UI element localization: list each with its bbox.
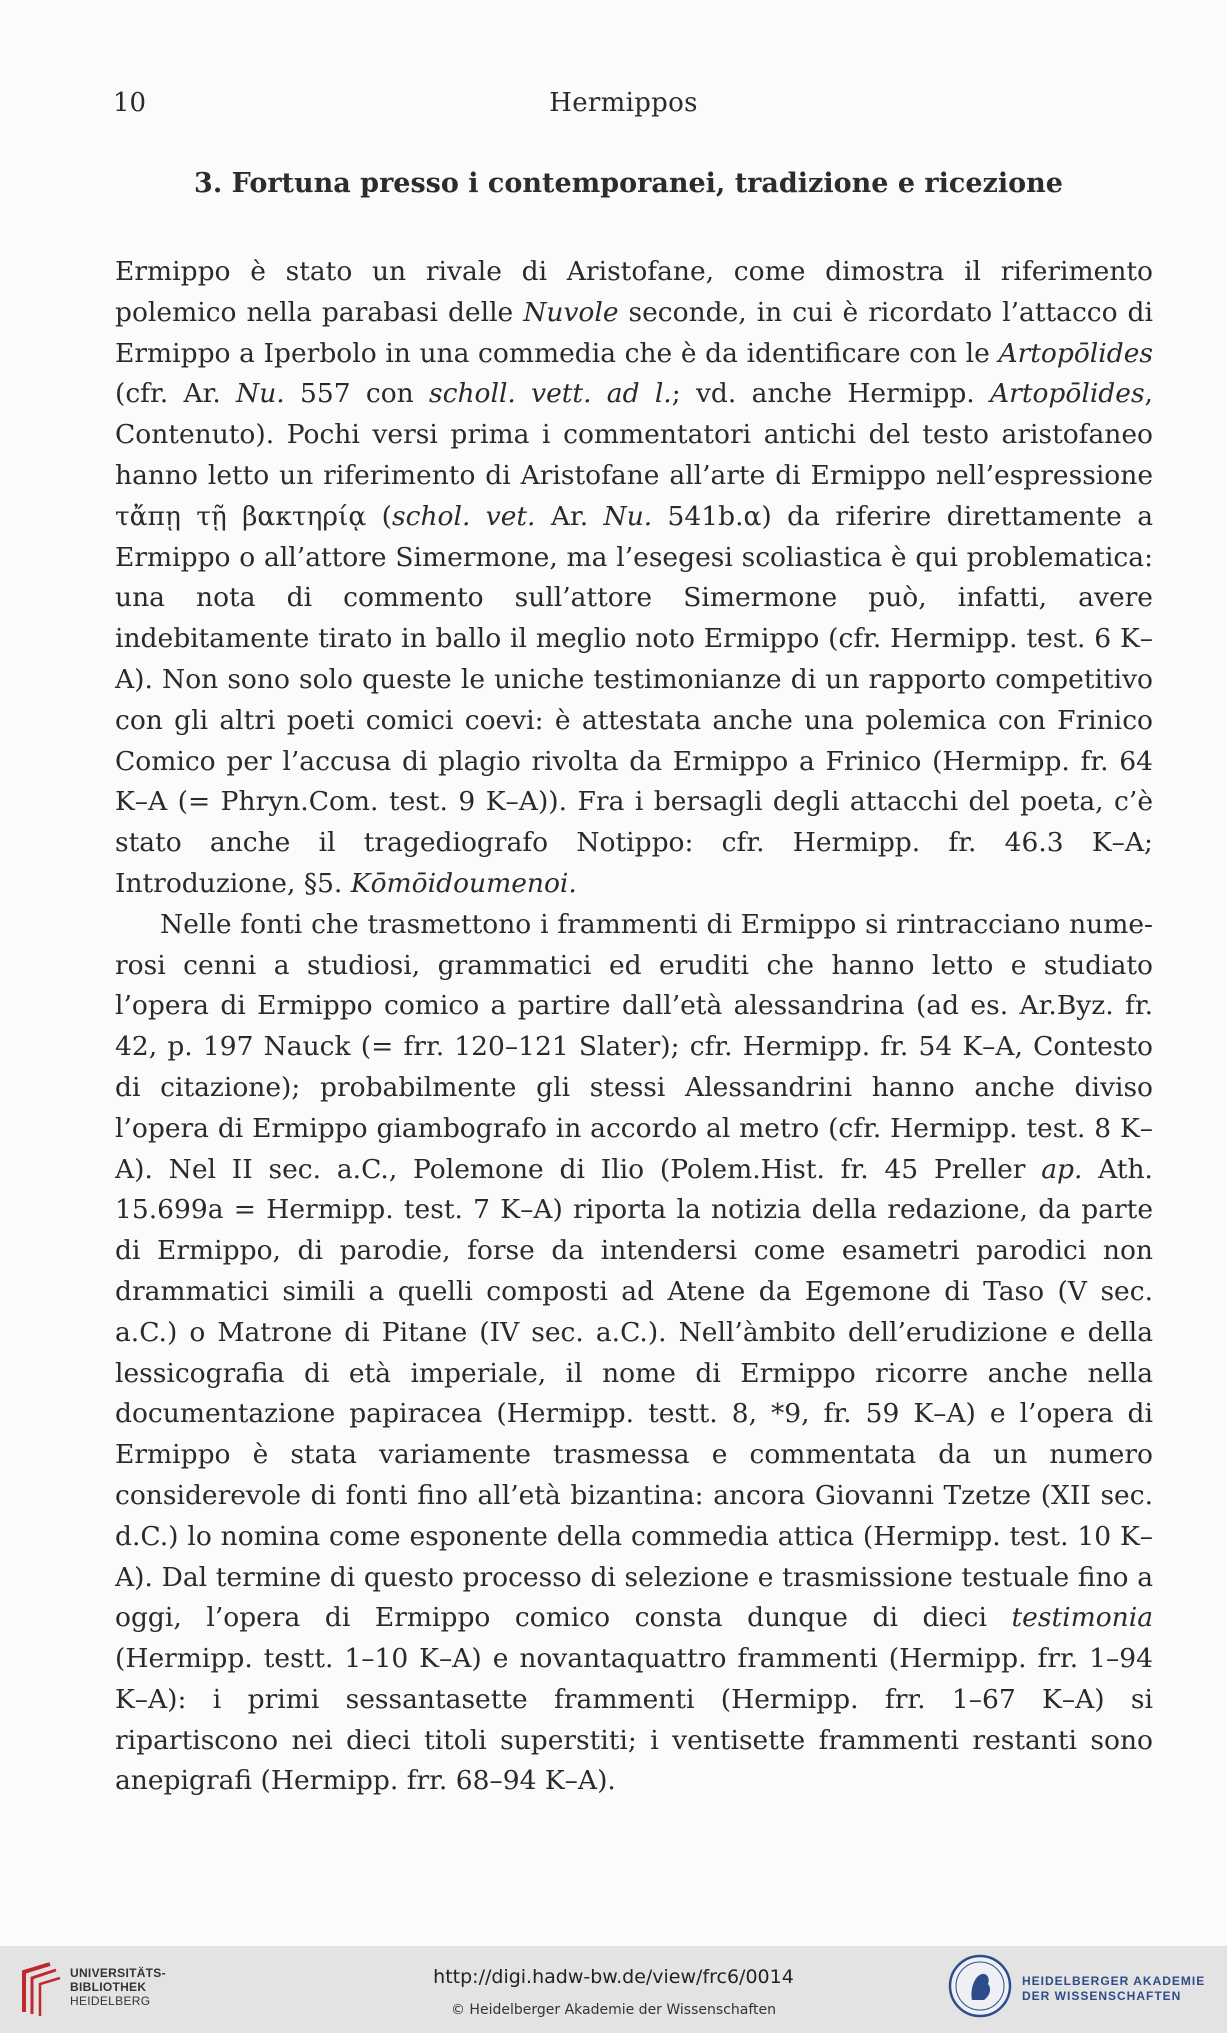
footer-bar: [0, 1946, 1227, 2033]
italic-run: testimonia: [1011, 1602, 1153, 1634]
italic-run: Nu.: [603, 500, 653, 532]
italic-run: schol. vet.: [392, 500, 536, 532]
italic-run: Nuvole: [523, 296, 619, 328]
italic-run: Artopōlides: [990, 378, 1145, 410]
text-run: Ermippo è stato un rivale di Aristofane, come dimostra il riferimento polemico nella parabasi delle: [115, 256, 1153, 328]
text-run: ; vd. anche Hermipp.: [671, 378, 991, 410]
academy-seal-icon: [948, 1954, 1012, 2018]
permalink-url[interactable]: http://digi.hadw-bw.de/view/frc6/0014: [433, 1966, 794, 1988]
running-head: Hermippos: [549, 88, 698, 118]
body-text: [115, 252, 1153, 1802]
text-run: , Contenuto). Pochi versi prima i commentatori antichi del testo aristofaneo hanno letto un riferimento di Aristofane all’arte di Ermippo nell’espressione τἄπῃ τῇ βακτηρίᾳ (: [115, 378, 1153, 532]
text-run: Ath. 15.699a = Hermipp. test. 7 K–A) riporta la notizia della redazione, da parte di Ermippo, di parodie, forse da intendersi come esametri parodici non drammatici simili a quelli composti ad Atene da Egemone di Taso (V sec. a.C.) o Matrone di Pitane (IV sec. a.C.). Nell’àmbito dell’erudizione e della lessicografia di età imperiale, il nome di Ermippo ricorre anche nella documentazione papiracea (Hermipp. testt. 8, *9, fr. 59 K–A) e l’opera di Ermippo è stata variamente trasmessa e commentata da un numero considerevole di fonti fino all’età bizantina: ancora Giovanni Tzetze (XII sec. d.C.) lo nomina come esponente della commedia attica (Hermipp. test. 10 K–A). Dal termine di questo processo di selezione e trasmissione testuale fino a oggi, l’opera di Ermippo comico consta dunque di dieci: [115, 1153, 1153, 1634]
copyright-notice: © Heidelberger Akademie der Wissenschaften: [450, 2002, 776, 2018]
text-run: seconde, in cui è ricordato l’attacco di Ermippo a Iperbolo in una commedia che è da identificare con le: [115, 296, 1153, 369]
italic-run: scholl. vett. ad l.: [429, 378, 672, 410]
text-run: Ar.: [535, 500, 604, 532]
paragraph: [115, 905, 1153, 1803]
italic-run: Kōmōidoumenoi.: [350, 867, 577, 899]
text-run: 541b.α) da riferire direttamente a Ermippo o all’attore Simermone, ma l’esegesi scoliastica è qui problematica: una nota di commento sull’attore Simermone può, infatti, avere indebitamente tirato in ballo il meglio noto Ermippo (cfr. Hermipp. test. 6 K–A). Non sono solo queste le uniche testimonianze di un rapporto competitivo con gli altri poeti comici coevi: è attestata anche una polemica con Frinico Comico per l’accusa di plagio rivolta da Ermippo a Frinico (Hermipp. fr. 64 K–A (= Phryn.Com. test. 9 K–A)). Fra i bersagli degli attacchi del poeta, c’è stato anche il tragediografo Notippo: cfr. Hermipp. fr. 46.3 K–A; Introduzione, §5.: [115, 500, 1153, 899]
text-run: (Hermipp. testt. 1–10 K–A) e novantaquattro frammenti (Hermipp. frr. 1–94 K–A): i primi sessantasette frammenti (Hermipp. frr. 1–67 K–A) si ripartiscono nei dieci titoli superstiti; i ventisette frammenti restanti sono anepigrafi (Hermipp. frr. 68–94 K–A).: [115, 1643, 1153, 1797]
academy-name: HEIDELBERGER AKADEMIE DER WISSENSCHAFTEN: [1022, 1974, 1206, 2003]
page-number: 10: [113, 88, 147, 118]
text-run: 557 con: [284, 378, 430, 410]
italic-run: Artopōlides: [998, 337, 1153, 369]
text-run: Nelle fonti che trasmettono i frammenti di Ermippo si rintracciano nume-rosi cenni a studiosi, grammatici ed eruditi che hanno letto e studiato l’opera di Ermippo comico a partire dall’età alessandrina (ad es. Ar.Byz. fr. 42, p. 197 Nauck (= frr. 120–121 Slater); cfr. Hermipp. fr. 54 K–A, Contesto di citazione); probabilmente gli stessi Alessandrini hanno anche diviso l’opera di Ermippo giambografo in accordo al metro (cfr. Hermipp. test. 8 K–A). Nel II sec. a.C., Polemone di Ilio (Polem.Hist. fr. 45 Preller: [115, 908, 1153, 1185]
university-library-name: UNIVERSITÄTS- BIBLIOTHEK HEIDELBERG: [70, 1966, 166, 2008]
text-run: (cfr. Ar.: [115, 378, 237, 410]
italic-run: Nu.: [236, 378, 285, 410]
italic-run: ap.: [1041, 1153, 1083, 1185]
section-title: 3. Fortuna presso i contemporanei, tradizione e ricezione: [194, 168, 1063, 199]
paragraph: [115, 252, 1153, 905]
